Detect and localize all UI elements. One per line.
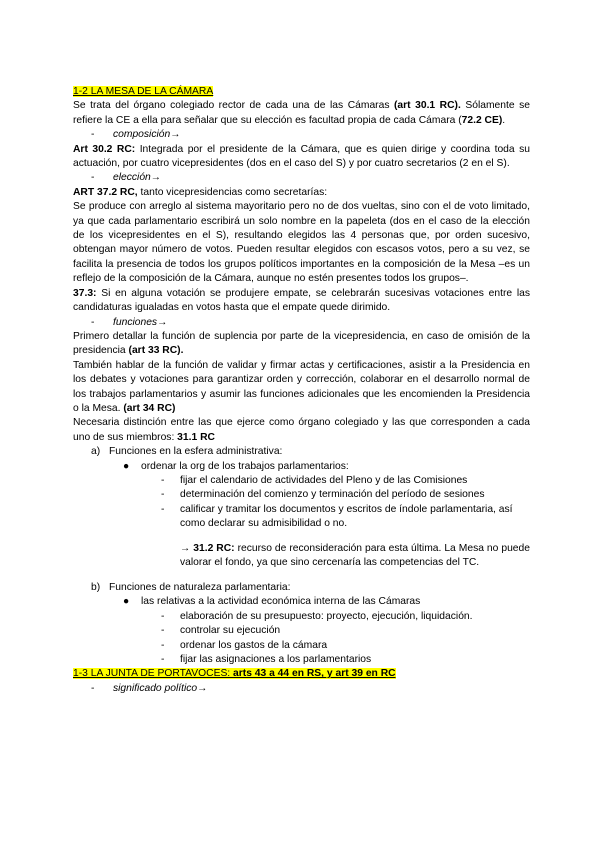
sub-item <box>161 639 530 653</box>
dash-marker: - <box>91 316 95 328</box>
suplencia-ref: (art 33 RC). <box>128 345 184 357</box>
heading-text: 1-3 LA JUNTA DE PORTAVOCES: <box>73 668 234 680</box>
heading-text: 1-2 LA MESA DE LA CÁMARA <box>73 86 214 97</box>
elec-ref-text: tanto vicepresidencias como secretarías: <box>137 186 328 198</box>
sub-item <box>161 624 530 638</box>
dash-marker: - <box>161 503 165 515</box>
bullet-text-b: las relativas a la actividad económica interna de las Cámaras <box>141 596 421 608</box>
bullet-item-b <box>123 595 530 609</box>
composicion-paragraph <box>73 143 530 172</box>
bullet-text-a: ordenar la org de los trabajos parlamentarios: <box>141 460 349 472</box>
sub-item-text: calificar y tramitar los documentos y escritos de índole parlamentaria, así como declarar su admisibilidad o no. <box>180 503 513 530</box>
sub-item <box>161 503 530 532</box>
eleccion-label <box>91 171 530 185</box>
list-marker-a: a) <box>91 446 101 458</box>
composicion-text: composición→ <box>113 129 181 141</box>
dash-marker: - <box>161 474 165 486</box>
empate-text: Si en alguna votación se produjere empate, se celebrarán sucesivas votaciones entre las candidaturas igualadas en votos hasta que el empate quede dirimido. <box>73 287 530 314</box>
suplencia-paragraph <box>73 330 530 359</box>
sub-item-text: fijar el calendario de actividades del Pleno y de las Comisiones <box>180 474 468 486</box>
dash-marker: - <box>161 639 165 651</box>
dash-marker: - <box>91 682 95 694</box>
reconsideracion-note <box>180 542 530 571</box>
dash-marker: - <box>91 129 95 141</box>
intro-ref-2: 72.2 CE) <box>461 114 503 126</box>
sub-item-text: determinación del comienzo y terminación del período de sesiones <box>180 489 485 501</box>
list-text-b: Funciones de naturaleza parlamentaria: <box>109 582 291 593</box>
funciones-text: funciones→ <box>113 316 168 328</box>
list-text-a: Funciones en la esfera administrativa: <box>109 446 283 458</box>
suplencia-text: Primero detallar la función de suplencia por parte de la vicepresidencia, en caso de omisión de la presidencia <box>73 330 530 357</box>
composicion-label <box>91 128 530 142</box>
dash-marker: - <box>161 625 165 637</box>
empate-paragraph <box>73 287 530 316</box>
sub-item <box>161 653 530 667</box>
comp-ref: Art 30.2 RC: <box>73 143 136 155</box>
sub-item-text: fijar las asignaciones a los parlamentarios <box>180 654 372 666</box>
sub-item <box>161 610 530 624</box>
section-heading-junta <box>73 667 530 681</box>
document-body <box>73 85 530 696</box>
sub-item-text: controlar su ejecución <box>180 625 281 637</box>
dash-marker: - <box>161 610 165 622</box>
sub-item <box>161 488 530 502</box>
intro-text-2: Sólamente se refiere la CE a ella para señalar que su elección es facultad propia de cada Cámara ( <box>73 100 530 126</box>
eleccion-ref-line <box>73 186 530 200</box>
sub-item-text: elaboración de su presupuesto: proyecto, ejecución, liquidación. <box>180 610 473 622</box>
comp-text: Integrada por el presidente de la Cámara, que es quien dirige y coordina toda su actuación, por cuatro vicepresidentes (dos en el caso del S) y por cuatro secretarios (2 en el S). <box>73 143 530 170</box>
section-heading-mesa <box>73 85 530 99</box>
arrow-icon: → <box>180 542 194 554</box>
funciones-label <box>91 316 530 330</box>
significado-text: significado político→ <box>113 682 208 694</box>
sub-item-text: ordenar los gastos de la cámara <box>180 639 328 651</box>
list-item-b <box>91 581 530 595</box>
eleccion-paragraph: Se produce con arreglo al sistema mayoritario pero no de dos vueltas, sino con el de voto limitado, ya que cada parlamentario escribirá un solo nombre en la papeleta (dos en el caso de la elección de los vicepresidentes en el S), resultando elegidos las 4 personas que, por orden sucesivo, obtengan mayor número de votos. Pueden resultar elegidos con escasos votos, pero a su vez, se facilita la presencia de todos los grupos políticos importantes en la composición de la Mesa –es un reflejo de la composición de la Cámara, aunque no estén presentes todos los grupos–. <box>73 201 530 285</box>
reconsideracion-ref: 31.2 RC: <box>193 542 235 554</box>
bullet-icon: ● <box>123 460 130 472</box>
eleccion-text: elección→ <box>113 172 162 184</box>
bullet-icon: ● <box>123 596 130 608</box>
heading-ref: arts 43 a 44 en RS, y art 39 en RC <box>233 668 396 680</box>
distincion-paragraph <box>73 416 530 445</box>
significado-label <box>91 682 530 696</box>
distincion-ref: 31.1 RC <box>177 431 215 443</box>
bullet-item-a <box>123 460 530 474</box>
intro-paragraph <box>73 99 530 128</box>
validar-text: También hablar de la función de validar y firmar actas y certificaciones, asistir a la Presidencia en los debates y votaciones para garantizar orden y corrección, colaborar en el desarrollo normal de los trabajos parlamentarios y asumir las funciones adicionales que les encomienden la Presidencia o la Mesa. <box>73 359 530 414</box>
intro-text: Se trata del órgano colegiado rector de cada una de las Cámaras <box>73 100 394 112</box>
validar-ref: (art 34 RC) <box>123 402 176 414</box>
validar-paragraph <box>73 359 530 417</box>
reconsideracion-text: recurso de reconsideración para esta última. La Mesa no puede valorar el fondo, ya que sino cercenaría las competencias del TC. <box>180 542 530 569</box>
sub-item <box>161 474 530 488</box>
list-marker-b: b) <box>91 582 101 593</box>
intro-end: . <box>502 114 506 126</box>
elec-ref: ART 37.2 RC, <box>73 186 138 198</box>
dash-marker: - <box>161 489 165 501</box>
dash-marker: - <box>91 172 95 184</box>
empate-ref: 37.3: <box>73 287 97 299</box>
dash-marker: - <box>161 654 165 666</box>
distincion-text: Necesaria distinción entre las que ejerce como órgano colegiado y las que corresponden a cada uno de sus miembros: <box>73 417 530 443</box>
intro-ref: (art 30.1 RC). <box>394 100 461 112</box>
list-item-a <box>91 445 530 459</box>
